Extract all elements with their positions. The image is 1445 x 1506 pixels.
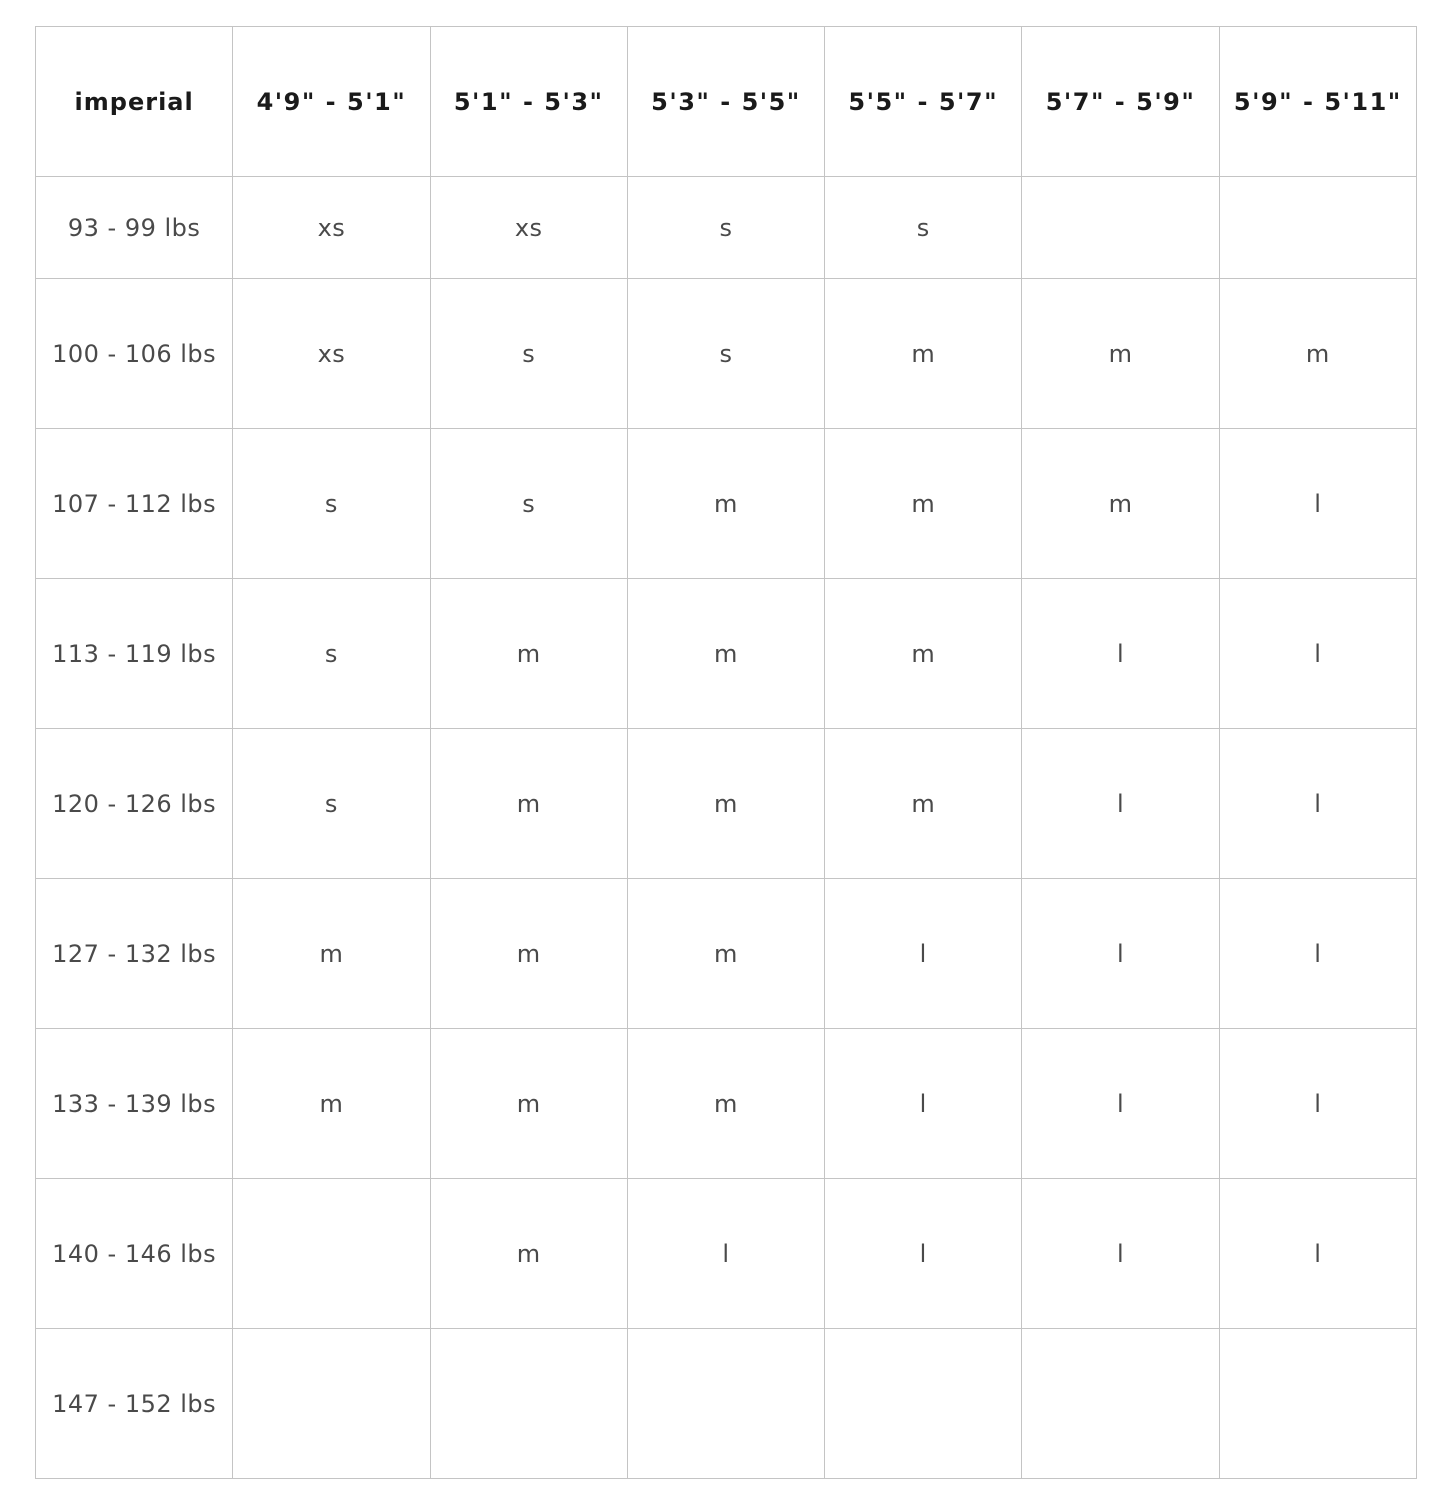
size-cell: l: [1022, 729, 1219, 879]
size-cell: xs: [233, 177, 430, 279]
table-row: [36, 1179, 1417, 1329]
size-cell: m: [430, 729, 627, 879]
size-cell: m: [1219, 279, 1416, 429]
size-cell: [1022, 177, 1219, 279]
size-cell: l: [825, 1179, 1022, 1329]
size-cell: m: [825, 429, 1022, 579]
weight-range-label: 93 - 99 lbs: [36, 177, 233, 279]
weight-range-label: 147 - 152 lbs: [36, 1329, 233, 1479]
size-cell: m: [430, 1029, 627, 1179]
table-row: [36, 279, 1417, 429]
weight-range-label: 140 - 146 lbs: [36, 1179, 233, 1329]
table-row: [36, 729, 1417, 879]
size-cell: s: [430, 279, 627, 429]
size-cell: l: [1022, 1029, 1219, 1179]
size-cell: l: [825, 879, 1022, 1029]
height-column-header: [627, 27, 824, 177]
size-cell: m: [627, 879, 824, 1029]
size-cell: [1022, 1329, 1219, 1479]
size-cell: s: [233, 429, 430, 579]
weight-range-label: 100 - 106 lbs: [36, 279, 233, 429]
size-cell: [233, 1329, 430, 1479]
size-cell: l: [1219, 729, 1416, 879]
size-cell: m: [430, 879, 627, 1029]
size-cell: m: [627, 429, 824, 579]
size-cell: m: [430, 579, 627, 729]
size-chart-body: [36, 177, 1417, 1479]
size-cell: s: [627, 177, 824, 279]
size-cell: xs: [430, 177, 627, 279]
size-cell: m: [233, 1029, 430, 1179]
size-cell: [825, 1329, 1022, 1479]
table-row: [36, 879, 1417, 1029]
table-row: [36, 177, 1417, 279]
size-cell: m: [430, 1179, 627, 1329]
table-row: [36, 579, 1417, 729]
size-cell: l: [627, 1179, 824, 1329]
height-column-header: [233, 27, 430, 177]
height-column-header: [1219, 27, 1416, 177]
table-row: [36, 429, 1417, 579]
size-cell: l: [1219, 1029, 1416, 1179]
height-range-label: 4'9" - 5'1": [256, 87, 407, 116]
height-column-header: [430, 27, 627, 177]
height-range-label: 5'1" - 5'3": [453, 87, 604, 116]
size-cell: m: [627, 1029, 824, 1179]
size-cell: m: [627, 729, 824, 879]
size-cell: m: [1022, 429, 1219, 579]
height-range-label: 5'3" - 5'5": [651, 87, 801, 116]
size-cell: [233, 1179, 430, 1329]
size-cell: [430, 1329, 627, 1479]
weight-range-label: 113 - 119 lbs: [36, 579, 233, 729]
table-row: [36, 1029, 1417, 1179]
size-cell: m: [233, 879, 430, 1029]
height-range-label: 5'9" - 5'11": [1233, 87, 1402, 116]
height-column-header: [825, 27, 1022, 177]
size-cell: [1219, 1329, 1416, 1479]
size-chart-header: [36, 27, 1417, 177]
size-cell: l: [1022, 579, 1219, 729]
height-range-label: 5'5" - 5'7": [848, 87, 999, 116]
size-cell: [1219, 177, 1416, 279]
weight-range-label: 107 - 112 lbs: [36, 429, 233, 579]
size-cell: l: [1022, 879, 1219, 1029]
size-cell: l: [1022, 1179, 1219, 1329]
size-cell: m: [825, 279, 1022, 429]
size-cell: s: [430, 429, 627, 579]
size-cell: l: [825, 1029, 1022, 1179]
size-cell: s: [627, 279, 824, 429]
size-cell: l: [1219, 879, 1416, 1029]
header-row: [36, 27, 1417, 177]
size-cell: m: [825, 729, 1022, 879]
weight-range-label: 120 - 126 lbs: [36, 729, 233, 879]
weight-range-label: 127 - 132 lbs: [36, 879, 233, 1029]
weight-range-label: 133 - 139 lbs: [36, 1029, 233, 1179]
size-cell: m: [627, 579, 824, 729]
size-cell: l: [1219, 429, 1416, 579]
size-cell: xs: [233, 279, 430, 429]
size-cell: m: [825, 579, 1022, 729]
size-cell: l: [1219, 579, 1416, 729]
table-row: [36, 1329, 1417, 1479]
size-cell: s: [233, 729, 430, 879]
size-chart-table: [35, 26, 1417, 1479]
height-range-label: 5'7" - 5'9": [1045, 87, 1196, 116]
size-cell: l: [1219, 1179, 1416, 1329]
unit-system-header: imperial: [36, 27, 233, 177]
size-cell: [627, 1329, 824, 1479]
height-column-header: [1022, 27, 1219, 177]
size-cell: m: [1022, 279, 1219, 429]
size-cell: s: [825, 177, 1022, 279]
size-cell: s: [233, 579, 430, 729]
